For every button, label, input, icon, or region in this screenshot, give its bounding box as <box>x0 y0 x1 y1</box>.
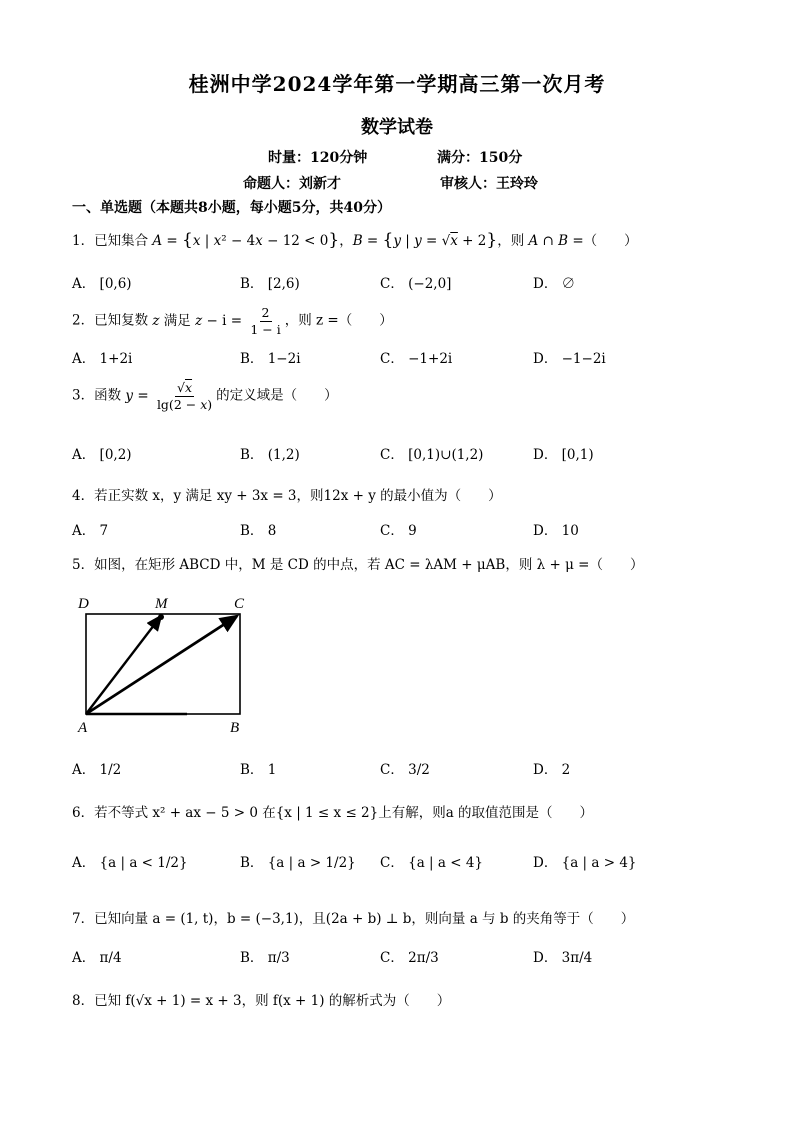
q4-option-d: D． 10 <box>533 523 579 539</box>
question-4: 4．若正实数 x，y 满足 xy + 3x = 3，则12x + y 的最小值为（ ） <box>72 488 502 504</box>
question-2 <box>72 305 393 337</box>
label-d: D <box>78 596 89 612</box>
point-m <box>158 614 164 620</box>
q7-option-c: C． 2π/3 <box>380 950 439 966</box>
q2-suffix: ，则 z =（ ） <box>284 312 393 329</box>
q3-prefix: 3．函数 <box>72 387 122 404</box>
q1-suffix: ，则 <box>497 233 525 249</box>
q6-option-c: C． {a | a < 4} <box>380 855 484 871</box>
q1-tail: A ∩ B =（ ） <box>528 233 638 249</box>
q3-math: y = $\frac{√x}{\lg(2 - x)}$ <box>125 380 213 412</box>
q2-option-c: C． −1+2i <box>380 351 453 367</box>
question-3 <box>72 380 338 412</box>
label-a: A <box>78 720 88 736</box>
exam-score: 满分：150分 <box>437 150 523 166</box>
q2-prefix: 2．已知复数 <box>72 312 149 329</box>
q2-math: z 满足 z − i = $\frac{2}{1 - i}$ <box>152 305 281 337</box>
q3-option-c: C． [0,1)∪(1,2) <box>380 447 484 463</box>
q6-option-d: D． {a | a > 4} <box>533 855 637 871</box>
q2-option-d: D． −1−2i <box>533 351 606 367</box>
question-7: 7．已知向量 a = (1, t)，b = (−3,1)，且(2a + b) ⊥ b，则向量 a 与 b 的夹角等于（ ） <box>72 911 635 927</box>
q4-option-c: C． 9 <box>380 523 417 539</box>
rectangle-figure <box>72 592 262 742</box>
q4-option-a: A． 7 <box>72 523 109 539</box>
q3-option-a: A． [0,2) <box>72 447 132 463</box>
q2-option-b: B． 1−2i <box>240 351 301 367</box>
vector-ac <box>86 616 237 714</box>
q7-option-b: B． π/3 <box>240 950 290 966</box>
q1-option-d: D． ∅ <box>533 276 576 292</box>
q7-option-d: D． 3π/4 <box>533 950 593 966</box>
q1-option-a: A． [0,6) <box>72 276 132 292</box>
q1-option-c: C． (−2,0] <box>380 276 452 292</box>
label-c: C <box>234 596 245 612</box>
label-m: M <box>155 596 168 612</box>
page-subtitle: 数学试卷 <box>361 117 433 138</box>
exam-reviewer: 审核人：王玲玲 <box>440 176 538 192</box>
label-b: B <box>230 720 240 736</box>
question-1 <box>72 229 638 250</box>
q6-option-a: A． {a | a < 1/2} <box>72 855 188 871</box>
question-6: 6．若不等式 x² + ax − 5 > 0 在{x | 1 ≤ x ≤ 2}上有解，则a 的取值范围是（ ） <box>72 805 594 821</box>
page-title: 桂洲中学2024学年第一学期高三第一次月考 <box>188 72 606 96</box>
q5-option-a: A． 1/2 <box>72 762 122 778</box>
question-8: 8．已知 f(√x + 1) = x + 3，则 f(x + 1) 的解析式为（ ） <box>72 993 451 1009</box>
q4-option-b: B． 8 <box>240 523 277 539</box>
q3-option-b: B． (1,2) <box>240 447 300 463</box>
q1-option-b: B． [2,6) <box>240 276 300 292</box>
q3-suffix: 的定义域是（ ） <box>216 387 338 404</box>
vector-am <box>86 616 161 714</box>
section-heading: 一、单选题（本题共8小题，每小题5分，共40分） <box>72 200 391 216</box>
q5-option-d: D． 2 <box>533 762 571 778</box>
exam-author: 命题人：刘新才 <box>243 176 341 192</box>
exam-time: 时量：120分钟 <box>268 150 368 166</box>
q5-option-b: B． 1 <box>240 762 277 778</box>
q2-option-a: A． 1+2i <box>72 351 133 367</box>
q1-math: A = {x | x² − 4x − 12 < 0}，B = {y | y = √x + 2} <box>152 230 498 250</box>
q3-option-d: D． [0,1) <box>533 447 594 463</box>
q6-option-b: B． {a | a > 1/2} <box>240 855 356 871</box>
q1-prefix: 1．已知集合 <box>72 233 149 249</box>
q5-option-c: C． 3/2 <box>380 762 430 778</box>
q7-option-a: A． π/4 <box>72 950 122 966</box>
question-5: 5．如图，在矩形 ABCD 中，M 是 CD 的中点，若 AC = λAM + μAB，则 λ + μ =（ ） <box>72 557 644 573</box>
